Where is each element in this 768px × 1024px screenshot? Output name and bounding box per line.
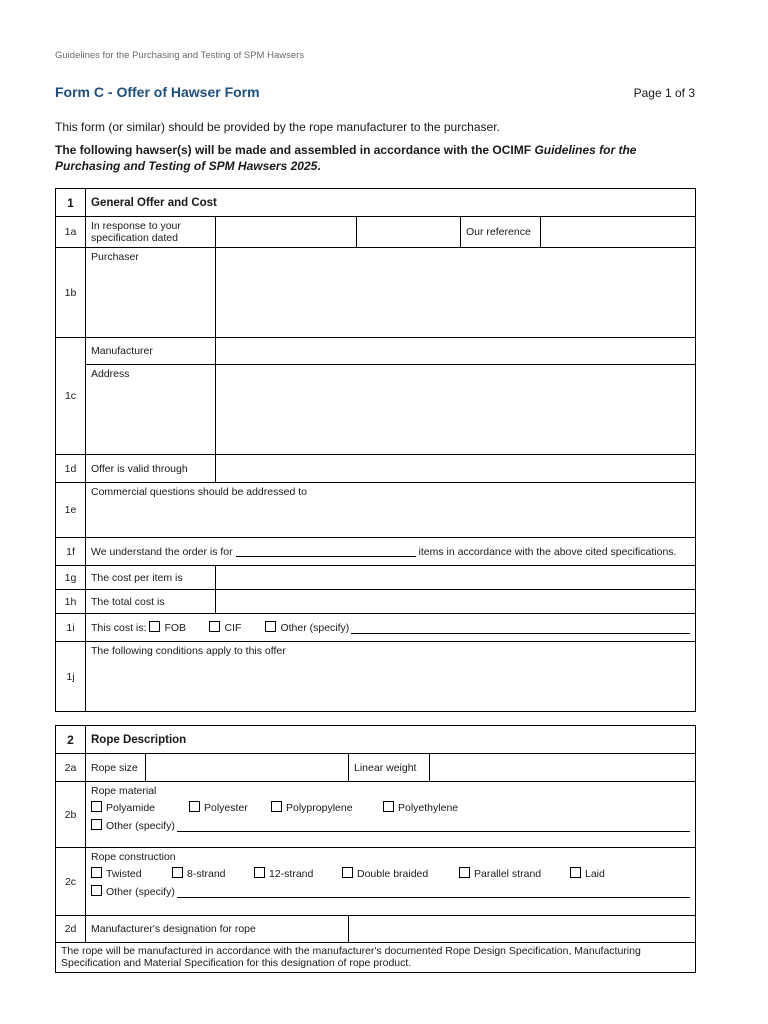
twelve-strand-option[interactable] — [254, 867, 342, 880]
manufacturer-label: Manufacturer — [86, 338, 216, 365]
fob-label: FOB — [164, 622, 187, 634]
compliance-statement — [55, 142, 700, 174]
intro-text: This form (or similar) should be provided by the rope manufacturer to the purchaser. — [55, 120, 500, 134]
polyamide-checkbox[interactable] — [91, 801, 102, 812]
material-other-option[interactable] — [91, 819, 175, 832]
cost-terms-prefix: This cost is: — [91, 622, 147, 634]
address-label: Address — [86, 365, 216, 455]
construction-other-field[interactable] — [177, 887, 690, 898]
fob-checkbox[interactable] — [149, 621, 160, 632]
row-number: 2c — [56, 848, 86, 916]
row-number: 1e — [56, 483, 86, 538]
construction-other-line — [91, 885, 690, 898]
rope-material-label: Rope material — [91, 785, 157, 797]
cif-option[interactable] — [209, 621, 265, 634]
double-braided-option[interactable] — [342, 867, 459, 880]
cost-per-item-field[interactable] — [216, 566, 696, 590]
twisted-checkbox[interactable] — [91, 867, 102, 878]
row-number: 1g — [56, 566, 86, 590]
laid-option[interactable] — [570, 867, 605, 880]
rope-designation-label: Manufacturer's designation for rope — [86, 916, 349, 943]
eight-strand-checkbox[interactable] — [172, 867, 183, 878]
rope-size-field[interactable] — [146, 754, 349, 782]
purchaser-label: Purchaser — [86, 248, 216, 338]
spec-dated-field-2[interactable] — [357, 217, 461, 248]
laid-label: Laid — [585, 868, 605, 880]
section-title: General Offer and Cost — [86, 189, 696, 217]
total-cost-field[interactable] — [216, 590, 696, 614]
row-number: 1a — [56, 217, 86, 248]
material-other-label: Other (specify) — [106, 820, 175, 832]
parallel-strand-checkbox[interactable] — [459, 867, 470, 878]
running-head: Guidelines for the Purchasing and Testing of SPM Hawsers — [55, 50, 305, 61]
rope-construction-label: Rope construction — [91, 851, 176, 863]
rope-size-label: Rope size — [86, 754, 146, 782]
construction-other-checkbox[interactable] — [91, 885, 102, 896]
polyester-label: Polyester — [204, 802, 248, 814]
material-other-line — [91, 819, 690, 832]
row-number: 1i — [56, 614, 86, 642]
row-number: 1b — [56, 248, 86, 338]
material-other-field[interactable] — [177, 821, 690, 832]
linear-weight-label: Linear weight — [349, 754, 430, 782]
rope-material-cell — [86, 782, 696, 848]
double-braided-label: Double braided — [357, 868, 429, 880]
cif-checkbox[interactable] — [209, 621, 220, 632]
purchaser-field[interactable] — [216, 248, 696, 338]
section-general-offer — [55, 188, 696, 712]
polyester-option[interactable] — [189, 801, 271, 814]
cost-per-item-label: The cost per item is — [86, 566, 216, 590]
total-cost-label: The total cost is — [86, 590, 216, 614]
our-reference-field[interactable] — [541, 217, 696, 248]
row-number: 1j — [56, 642, 86, 712]
statement-prefix: The following hawser(s) will be made and assembled in accordance with the OCIMF — [55, 143, 535, 157]
twelve-strand-label: 12-strand — [269, 868, 314, 880]
rope-designation-field[interactable] — [349, 916, 696, 943]
rope-construction-cell — [86, 848, 696, 916]
twelve-strand-checkbox[interactable] — [254, 867, 265, 878]
polyester-checkbox[interactable] — [189, 801, 200, 812]
form-title: Form C - Offer of Hawser Form — [55, 84, 260, 100]
other-cost-checkbox[interactable] — [265, 621, 276, 632]
fob-option[interactable] — [149, 621, 209, 634]
section-rope-description — [55, 725, 696, 973]
linear-weight-field[interactable] — [430, 754, 696, 782]
rope-construction-options — [91, 867, 690, 880]
parallel-strand-label: Parallel strand — [474, 868, 542, 880]
our-reference-label: Our reference — [461, 217, 541, 248]
offer-valid-field[interactable] — [216, 455, 696, 483]
manufacturing-note: The rope will be manufactured in accordance with the manufacturer's documented Rope Design Specification, Manufacturing Specification and Material Specification for this designation of rope product. — [56, 943, 696, 973]
commercial-questions-label: Commercial questions should be addressed to — [86, 483, 696, 538]
polyethylene-label: Polyethylene — [398, 802, 459, 814]
address-field[interactable] — [216, 365, 696, 455]
polypropylene-option[interactable] — [271, 801, 383, 814]
polyethylene-option[interactable] — [383, 801, 458, 814]
construction-other-label: Other (specify) — [106, 886, 175, 898]
twisted-option[interactable] — [91, 867, 172, 880]
spec-dated-field[interactable] — [216, 217, 357, 248]
laid-checkbox[interactable] — [570, 867, 581, 878]
row-number: 1h — [56, 590, 86, 614]
cost-terms-line — [86, 614, 696, 642]
page-number: Page 1 of 3 — [633, 86, 695, 100]
eight-strand-option[interactable] — [172, 867, 254, 880]
polypropylene-checkbox[interactable] — [271, 801, 282, 812]
row-number: 2a — [56, 754, 86, 782]
polyamide-option[interactable] — [91, 801, 189, 814]
row-number: 1c — [56, 338, 86, 455]
row-number: 1d — [56, 455, 86, 483]
statement-suffix: . — [317, 159, 321, 173]
guidelines-title: Guidelines for the Purchasing and Testing of SPM Hawsers 2025 — [55, 143, 637, 173]
spec-dated-label: In response to your specification dated — [86, 217, 216, 248]
section-number: 2 — [56, 726, 86, 754]
order-quantity-prefix: We understand the order is for — [91, 545, 233, 558]
section-number: 1 — [56, 189, 86, 217]
polyethylene-checkbox[interactable] — [383, 801, 394, 812]
order-quantity-field[interactable] — [236, 546, 416, 557]
other-cost-option[interactable] — [265, 621, 349, 634]
polypropylene-label: Polypropylene — [286, 802, 353, 814]
parallel-strand-option[interactable] — [459, 867, 570, 880]
rope-material-options — [91, 801, 690, 814]
row-number: 1f — [56, 538, 86, 566]
cif-label: CIF — [224, 622, 242, 634]
order-quantity-line — [86, 538, 696, 566]
construction-other-option[interactable] — [91, 885, 175, 898]
order-quantity-suffix: items in accordance with the above cited specifications. — [418, 545, 677, 558]
material-other-checkbox[interactable] — [91, 819, 102, 830]
conditions-label: The following conditions apply to this offer — [86, 642, 696, 712]
row-number: 2b — [56, 782, 86, 848]
eight-strand-label: 8-strand — [187, 868, 226, 880]
section-title: Rope Description — [86, 726, 696, 754]
row-number: 2d — [56, 916, 86, 943]
other-cost-label: Other (specify) — [280, 622, 350, 634]
other-cost-field[interactable] — [351, 623, 690, 634]
manufacturer-field[interactable] — [216, 338, 696, 365]
twisted-label: Twisted — [106, 868, 142, 880]
offer-valid-label: Offer is valid through — [86, 455, 216, 483]
polyamide-label: Polyamide — [106, 802, 156, 814]
double-braided-checkbox[interactable] — [342, 867, 353, 878]
